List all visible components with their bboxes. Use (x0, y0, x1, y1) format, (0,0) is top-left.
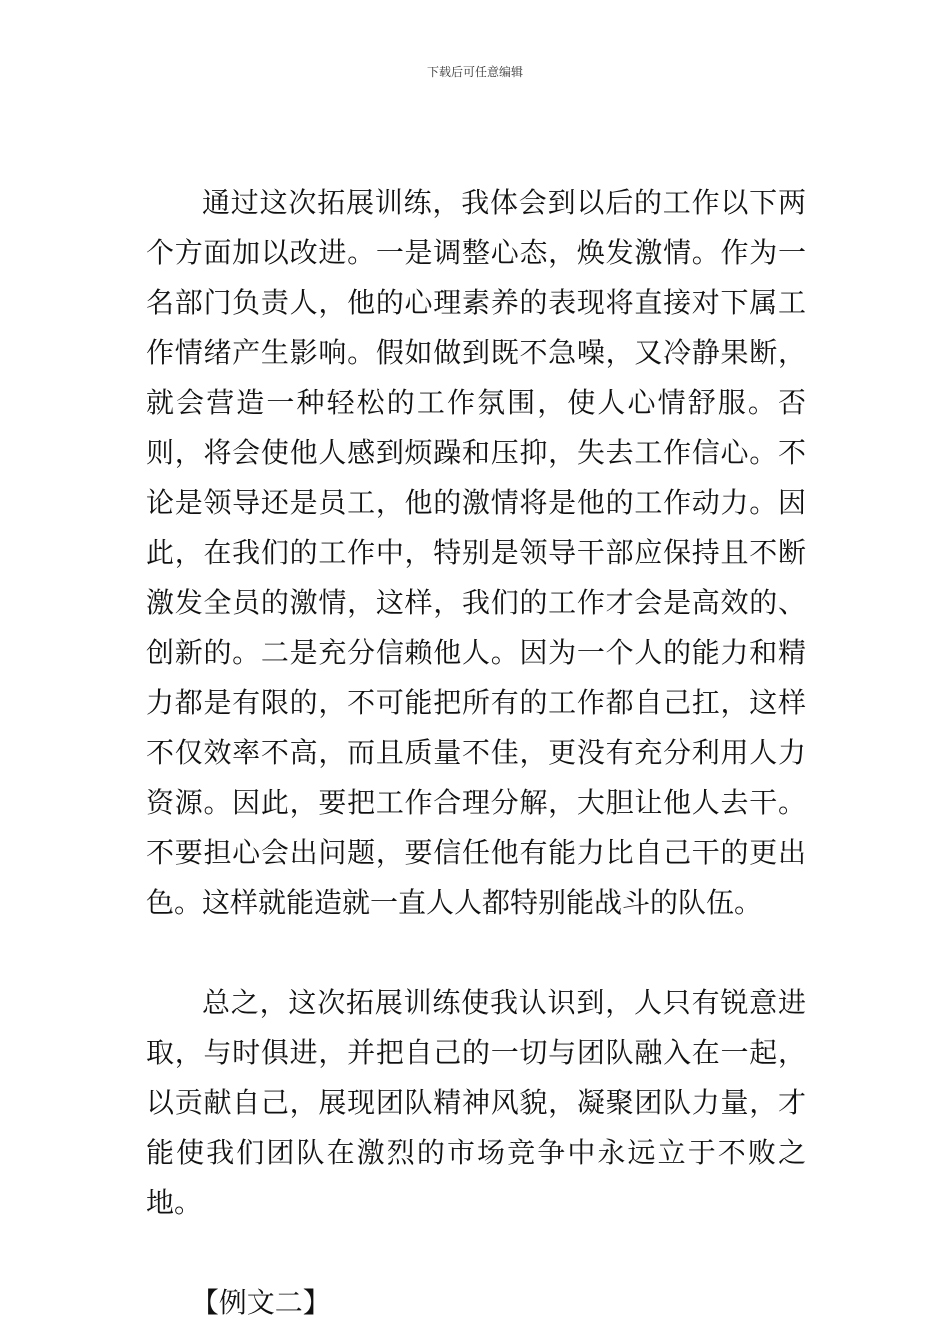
page-header: 下载后可任意编辑 (426, 65, 523, 79)
body-paragraph-2: 总之，这次拓展训练使我认识到，人只有锐意进取，与时俱进，并把自己的一切与团队融入在一起，以贡献自己，展现团队精神风貌，凝聚团队力量，才能使我们团队在激烈的市场竞争中永远立于不败之地。 (146, 986, 806, 1219)
paragraph-spacer (146, 928, 806, 978)
document-body (146, 178, 806, 1328)
paragraph-spacer (146, 1228, 806, 1278)
section-heading: 【例文二】 (190, 1286, 331, 1319)
body-paragraph-1: 通过这次拓展训练，我体会到以后的工作以下两个方面加以改进。一是调整心态，焕发激情。作为一名部门负责人，他的心理素养的表现将直接对下属工作情绪产生影响。假如做到既不急噪，又冷静果断，就会营造一种轻松的工作氛围，使人心情舒服。否则，将会使他人感到烦躁和压抑，失去工作信心。不论是领导还是员工，他的激情将是他的工作动力。因此，在我们的工作中，特别是领导干部应保持且不断激发全员的激情，这样，我们的工作才会是高效的、创新的。二是充分信赖他人。因为一个人的能力和精力都是有限的，不可能把所有的工作都自己扛，这样不仅效率不高，而且质量不佳，更没有充分利用人力资源。因此，要把工作合理分解，大胆让他人去干。不要担心会出问题，要信任他有能力比自己干的更出色。这样就能造就一直人人都特别能战斗的队伍。 (146, 186, 806, 919)
